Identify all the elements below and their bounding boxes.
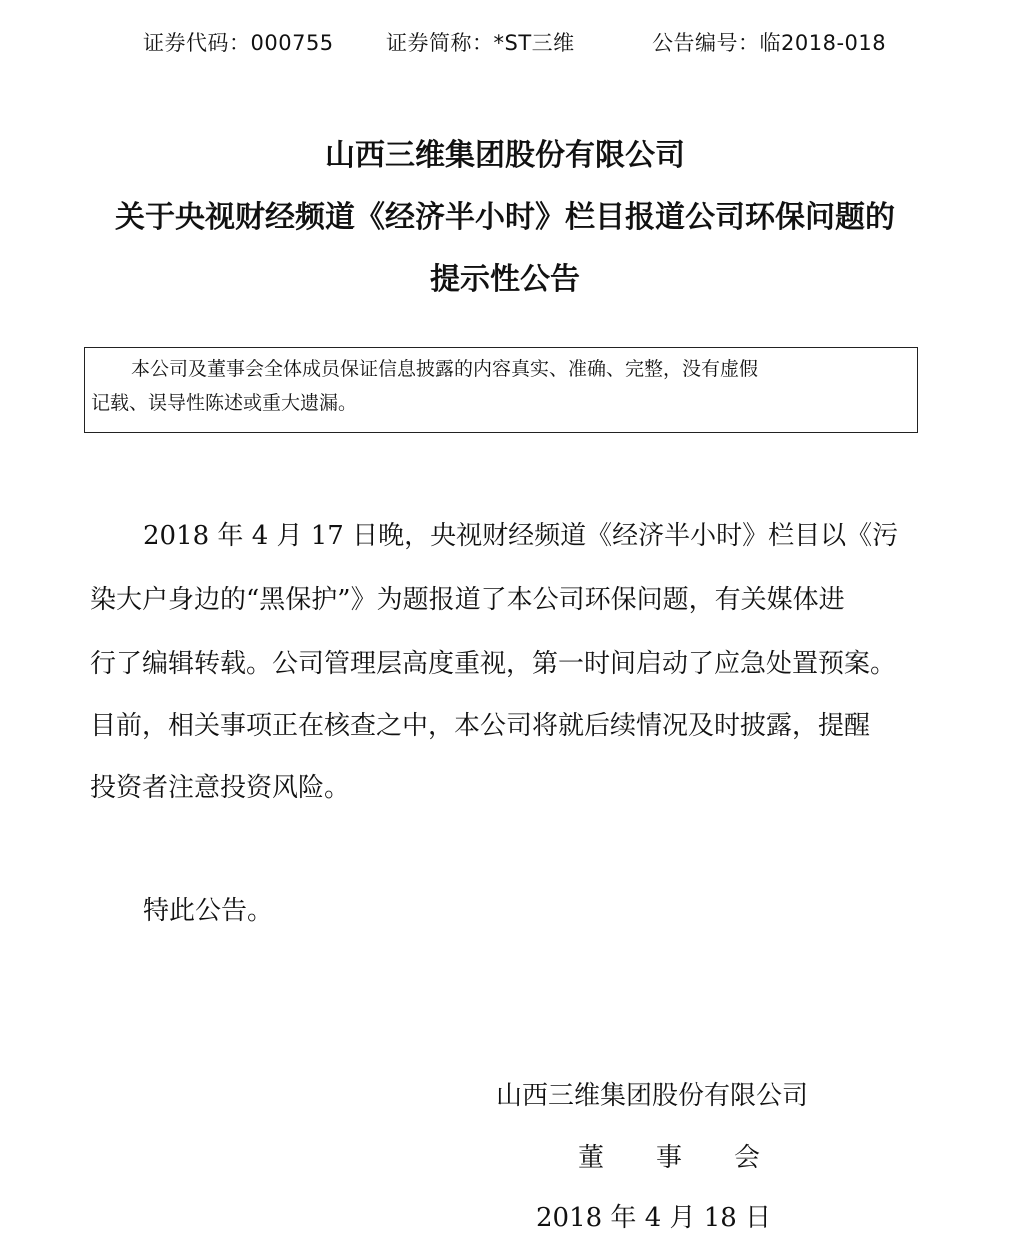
body-line-5: 投资者注意投资风险。: [90, 773, 351, 803]
signature-company: 山西三维集团股份有限公司: [496, 1081, 809, 1111]
body-line-4: 目前，相关事项正在核查之中，本公司将就后续情况及时披露，提醒: [90, 711, 871, 741]
signature-board: 董 事 会: [578, 1143, 761, 1173]
body-line-1: 2018 年 4 月 17 日晚，央视财经频道《经济半小时》栏目以《污: [143, 521, 899, 551]
body-line-2: 染大户身边的“黑保护”》为题报道了本公司环保问题，有关媒体进: [90, 585, 845, 615]
company-title: 山西三维集团股份有限公司: [325, 138, 685, 173]
stock-name: 证券简称：*ST三维: [386, 31, 575, 55]
stock-code: 证券代码：000755: [143, 31, 334, 55]
notice-number: 公告编号：临2018-018: [652, 31, 887, 55]
subject-title: 关于央视财经频道《经济半小时》栏目报道公司环保问题的: [115, 200, 895, 235]
notice-type-title: 提示性公告: [430, 262, 580, 297]
disclosure-statement-box: [84, 347, 918, 433]
disclosure-line-2: 记载、误导性陈述或重大遗漏。: [91, 392, 358, 414]
disclosure-line-1: 本公司及董事会全体成员保证信息披露的内容真实、准确、完整，没有虚假: [131, 358, 759, 380]
body-line-3: 行了编辑转载。公司管理层高度重视，第一时间启动了应急处置预案。: [90, 649, 897, 679]
closing-statement: 特此公告。: [143, 896, 274, 926]
signature-date: 2018 年 4 月 18 日: [536, 1203, 772, 1233]
